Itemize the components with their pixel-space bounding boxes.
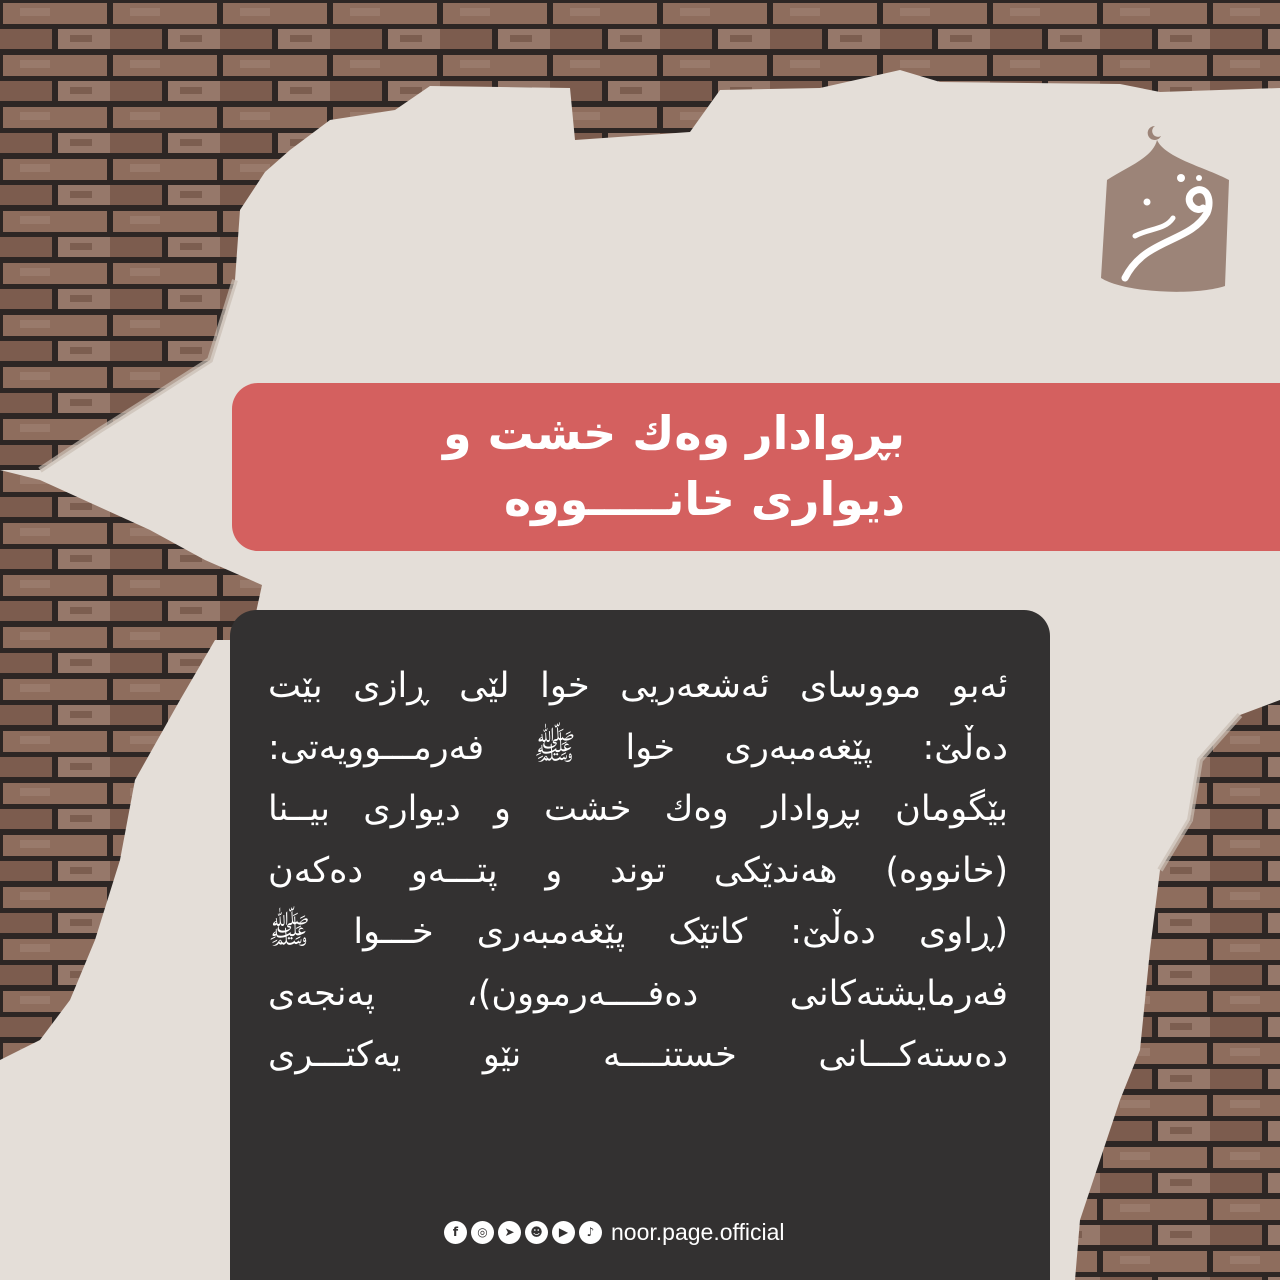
hadith-line: (ڕاوی دەڵێ: کاتێک پێغەمبەری خـــوا ﷺ [268, 912, 1008, 952]
hadith-line: ئەبو مووسای ئەشعەریی خوا لێی ڕازی بێت [268, 666, 1008, 706]
bricks-left [0, 470, 262, 1060]
hadith-line: دەستەکـــانی خستنــــە نێو یەکتـــری [268, 1035, 1008, 1075]
hadith-line: فەرمایشتەکانی دەفــــەرموون)، پەنجەی [268, 973, 1008, 1014]
tiktok-icon[interactable]: ♪ [579, 1221, 602, 1244]
title-line-2: دیواری خانـــــووە [503, 472, 905, 526]
snapchat-icon[interactable]: ☻ [525, 1221, 548, 1244]
bricks-right [1075, 700, 1280, 1280]
hadith-line: (خانووە) هەندێکی توند و پتـــەو دەکەن [268, 850, 1008, 891]
youtube-icon[interactable]: ▶ [552, 1221, 575, 1244]
social-links [444, 1216, 785, 1248]
hadith-line: بێگومان بڕوادار وەك خشت و دیواری بیــنا [268, 789, 1008, 829]
hadith-text [268, 656, 1008, 1087]
social-handle[interactable]: noor.page.official [611, 1218, 785, 1245]
title-line-1: بڕوادار وەك خشت و [442, 406, 905, 460]
noor-logo [1095, 118, 1235, 298]
facebook-icon[interactable]: f [444, 1221, 467, 1244]
instagram-icon[interactable]: ◎ [471, 1221, 494, 1244]
telegram-icon[interactable]: ➤ [498, 1221, 521, 1244]
page-title [360, 400, 905, 532]
hadith-line: دەڵێ: پێغەمبەری خوا ﷺ فەرمـــوویەتی: [268, 727, 1008, 768]
